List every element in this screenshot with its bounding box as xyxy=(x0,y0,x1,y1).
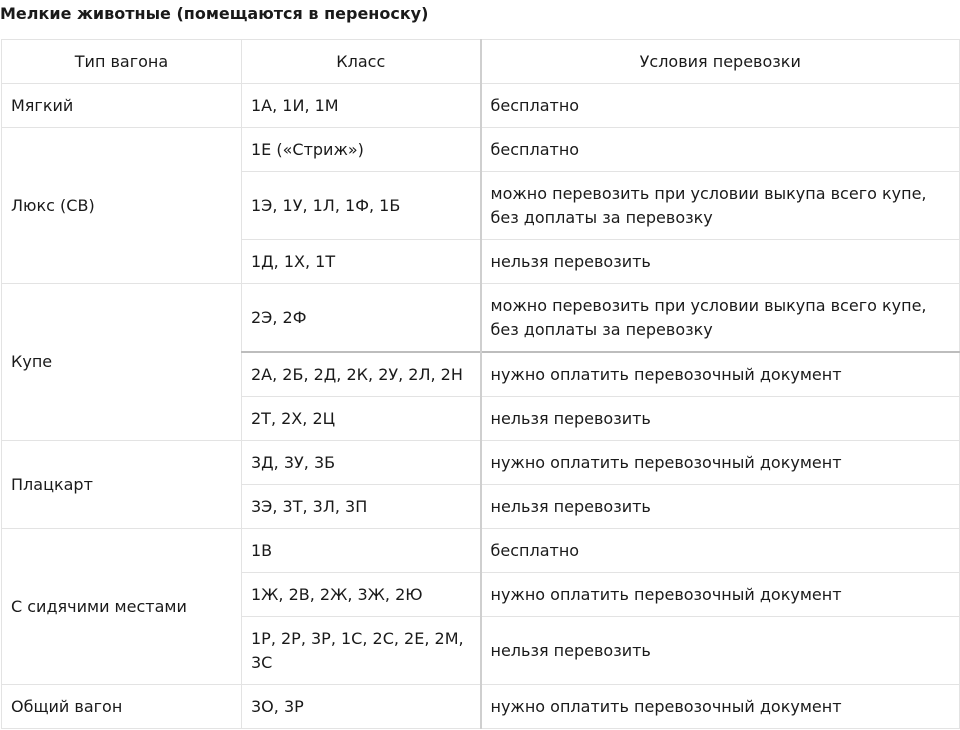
class-cell: 1Е («Стриж») xyxy=(242,128,481,172)
table-row xyxy=(2,84,960,128)
class-cell: 1Э, 1У, 1Л, 1Ф, 1Б xyxy=(242,172,481,240)
condition-cell: нужно оплатить перевозочный документ xyxy=(481,441,960,485)
wagon-type-cell: Люкс (СВ) xyxy=(2,128,242,284)
class-cell: 3Э, 3Т, 3Л, 3П xyxy=(242,485,481,529)
class-cell: 3Д, 3У, 3Б xyxy=(242,441,481,485)
wagon-type-cell: С сидячими местами xyxy=(2,529,242,685)
wagon-type-cell: Плацкарт xyxy=(2,441,242,529)
condition-cell: нельзя перевозить xyxy=(481,485,960,529)
table-row xyxy=(2,529,960,573)
class-cell: 1Р, 2Р, 3Р, 1С, 2С, 2Е, 2М, 3С xyxy=(242,617,481,685)
class-cell: 1А, 1И, 1М xyxy=(242,84,481,128)
class-cell: 2А, 2Б, 2Д, 2К, 2У, 2Л, 2Н xyxy=(242,352,481,397)
condition-cell: нужно оплатить перевозочный документ xyxy=(481,573,960,617)
page-title: Мелкие животные (помещаются в переноску) xyxy=(0,4,429,23)
table-row xyxy=(2,685,960,729)
condition-cell: нужно оплатить перевозочный документ xyxy=(481,685,960,729)
condition-cell: бесплатно xyxy=(481,84,960,128)
condition-cell: нельзя перевозить xyxy=(481,617,960,685)
class-cell: 2Т, 2Х, 2Ц xyxy=(242,397,481,441)
transport-conditions-table xyxy=(1,39,960,729)
wagon-type-cell: Мягкий xyxy=(2,84,242,128)
table-header-row xyxy=(2,40,960,84)
wagon-type-cell: Купе xyxy=(2,284,242,441)
table-row xyxy=(2,128,960,172)
condition-cell: нельзя перевозить xyxy=(481,397,960,441)
class-cell: 1Д, 1Х, 1Т xyxy=(242,240,481,284)
wagon-type-cell: Общий вагон xyxy=(2,685,242,729)
class-cell: 1В xyxy=(242,529,481,573)
condition-cell: нельзя перевозить xyxy=(481,240,960,284)
condition-cell: можно перевозить при условии выкупа всего купе, без доплаты за перевозку xyxy=(481,172,960,240)
condition-cell: можно перевозить при условии выкупа всего купе, без доплаты за перевозку xyxy=(481,284,960,353)
table-row xyxy=(2,441,960,485)
class-cell: 2Э, 2Ф xyxy=(242,284,481,353)
class-cell: 1Ж, 2В, 2Ж, 3Ж, 2Ю xyxy=(242,573,481,617)
condition-cell: бесплатно xyxy=(481,128,960,172)
header-class: Класс xyxy=(242,40,481,84)
table-row xyxy=(2,284,960,353)
condition-cell: нужно оплатить перевозочный документ xyxy=(481,352,960,397)
class-cell: 3О, 3Р xyxy=(242,685,481,729)
header-conditions: Условия перевозки xyxy=(481,40,960,84)
condition-cell: бесплатно xyxy=(481,529,960,573)
header-wagon-type: Тип вагона xyxy=(2,40,242,84)
